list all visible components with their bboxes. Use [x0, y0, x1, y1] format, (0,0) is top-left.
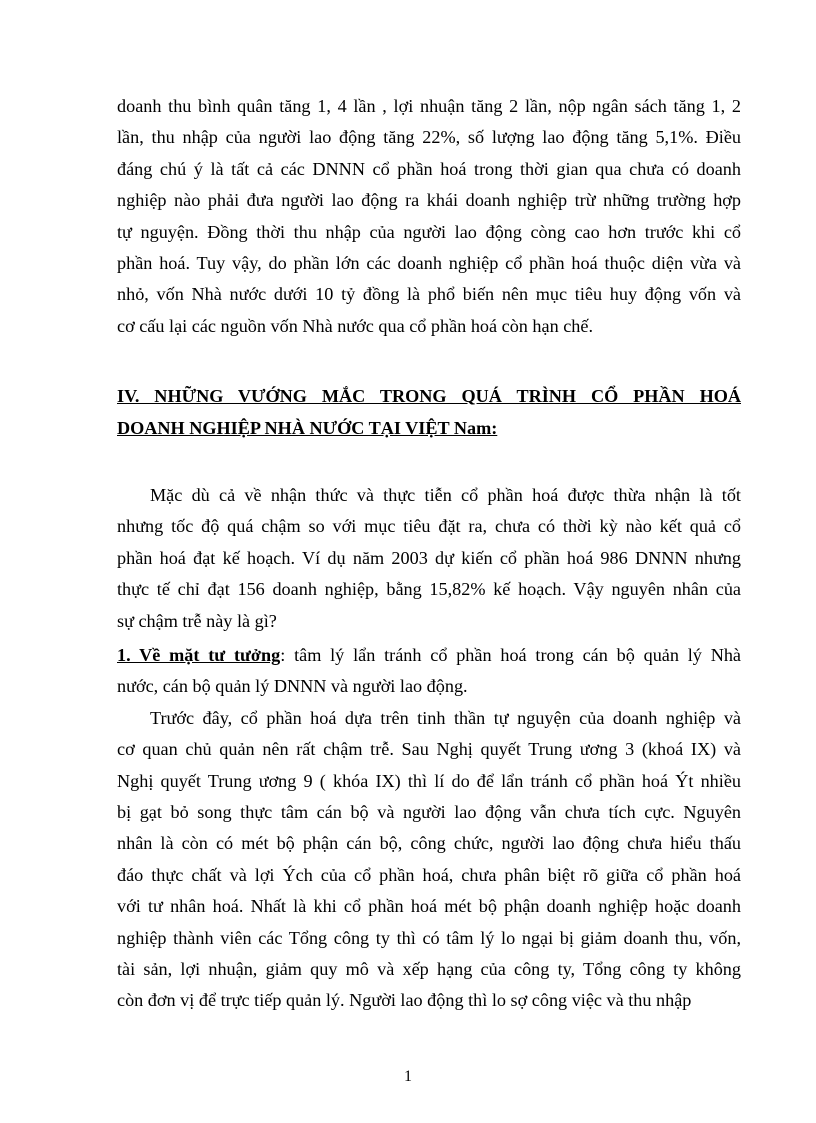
text-line: nghiệp thành viên các Tổng công ty thì có tâm lý lo ngại bị giảm doanh thu, vốn,	[117, 927, 741, 948]
paragraph-slow-progress	[117, 480, 741, 637]
text-line: phần hoá. Tuy vậy, do phần lớn các doanh nghiệp cổ phần hoá thuộc diện vừa và	[117, 252, 741, 273]
text-line: nhưng tốc độ quá chậm so với mục tiêu đặt ra, chưa có thời kỳ nào kết quả cổ	[117, 516, 741, 537]
heading-line: DOANH NGHIỆP NHÀ NƯỚC TẠI VIỆT Nam:	[117, 418, 498, 438]
text-line: sự chậm trễ này là gì?	[117, 610, 277, 631]
text-line: còn đơn vị để trực tiếp quản lý. Người lao động thì lo sợ công việc và thu nhập	[117, 990, 692, 1011]
text-line: Trước đây, cổ phần hoá dựa trên tinh thần tự nguyện của doanh nghiệp và	[150, 707, 741, 728]
text-line: phần hoá đạt kế hoạch. Ví dụ năm 2003 dự kiến cổ phần hoá 986 DNNN nhưng	[117, 547, 741, 568]
text-line: đáo thực chất và lợi Ých của cổ phần hoá, chưa phân biệt rõ giữa cổ phần hoá	[117, 864, 741, 885]
text-line: nước, cán bộ quản lý DNNN và người lao động.	[117, 676, 468, 697]
text-line: với tư nhân hoá. Nhất là khi cổ phần hoá mét bộ phận doanh nghiệp hoặc doanh	[117, 896, 741, 917]
text-line: Mặc dù cả về nhận thức và thực tiễn cổ phần hoá được thừa nhận là tốt	[150, 485, 741, 505]
text-line: thực tế chỉ đạt 156 doanh nghiệp, bằng 15,82% kế hoạch. Vậy nguyên nhân của	[117, 579, 741, 600]
subsection-title-line	[117, 640, 741, 671]
text-line: lần, thu nhập của người lao động tăng 22%, số lượng lao động tăng 5,1%. Điều	[117, 127, 741, 148]
text-line: bị gạt bỏ song thực tâm cán bộ và người lao động vẫn chưa tích cực. Nguyên	[117, 801, 741, 822]
text-line: cơ quan chủ quản nên rất chậm trễ. Sau Nghị quyết Trung ương 3 (khoá IX) và	[117, 739, 741, 760]
page-number: 1	[404, 1068, 412, 1085]
paragraph-results	[117, 91, 741, 342]
text-line: đáng chú ý là tất cả các DNNN cổ phần hoá trong thời gian qua chưa có doanh	[117, 158, 741, 179]
text-line: Nghị quyết Trung ương 9 ( khóa IX) thì lí do để lẩn tránh cổ phần hoá Ýt nhiều	[117, 770, 741, 791]
subsection-title: 1. Về mặt tư tưởng	[117, 645, 281, 665]
text-line: nghiệp nào phải đưa người lao động ra khái doanh nghiệp trừ những trường hợp	[117, 190, 741, 211]
text-line: cơ cấu lại các nguồn vốn Nhà nước qua cổ phần hoá còn hạn chế.	[117, 315, 594, 336]
text-line: tự nguyện. Đồng thời thu nhập của người lao động còng cao hơn trước khi cổ	[117, 221, 741, 242]
text-line: doanh thu bình quân tăng 1, 4 lần , lợi nhuận tăng 2 lần, nộp ngân sách tăng 1, 2	[117, 96, 741, 116]
text-line: nhỏ, vốn Nhà nước dưới 10 tỷ đồng là phổ biến nên mục tiêu huy động vốn và	[117, 284, 741, 305]
text-line: tài sản, lợi nhuận, giảm quy mô và xếp hạng của công ty, Tổng công ty không	[117, 958, 741, 979]
heading-line: IV. NHỮNG VƯỚNG MẮC TRONG QUÁ TRÌNH CỔ PHẦN HOÁ	[117, 386, 741, 406]
section-heading	[117, 380, 741, 444]
subsection-title-rest: : tâm lý lẩn tránh cổ phần hoá trong cán bộ quản lý Nhà	[280, 645, 741, 665]
section-ideology	[117, 640, 741, 1017]
text-line: nhân là còn có mét bộ phận cán bộ, công chức, người lao động chưa hiểu thấu	[117, 833, 741, 854]
